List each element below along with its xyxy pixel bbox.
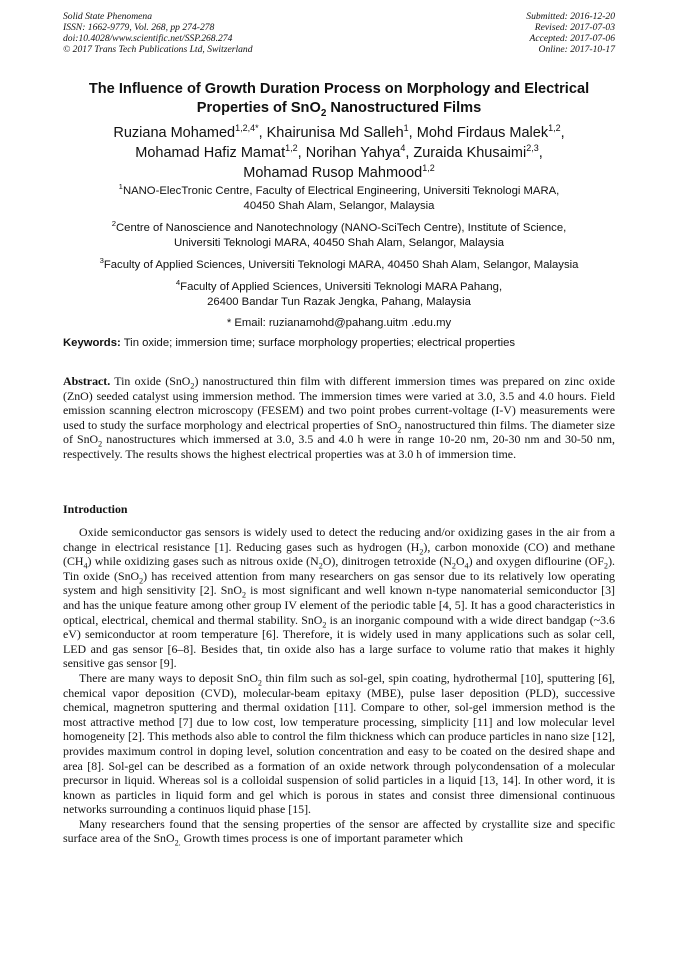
author-line-2: Mohamad Hafiz Mamat$^{1,2}$, Norihan Yahya$^4$, Zuraida Khusaimi$^{2,3}$,: [135, 143, 543, 161]
abstract: Abstract. Tin oxide (SnO$_2$) nanostructured thin film with different immersion times was prepared on zinc oxide (ZnO) seeded catalyst using immersion method. The immersion times were varied at 3.0, 3.5 and 4.0 hours. Field emission scanning electron microscopy (FESEM) and two point probes current-voltage (I-V) measurements were used to study the surface morphology and electrical properties of SnO$_2$ nanostructured thin films. The diameter size of SnO$_2$ nanostructures which immersed at 3.0, 3.5 and 4.0 h were in range 10-20 nm, 20-30 nm and 30-50 nm, respectively. The results shows the highest electrical properties was at 3.0 h of immersion time.: [63, 374, 615, 461]
affiliation-1: $^1$NANO-ElecTronic Centre, Faculty of Electrical Engineering, Universiti Teknologi MARA, 40450 Shah Alam, Selangor, Malaysia: [118, 182, 560, 212]
doi: doi:10.4028/www.scientific.net/SSP.268.274: [63, 33, 233, 44]
paper-title: [40, 80, 638, 118]
title-line-2: Properties of SnO$_2$ Nanostructured Films: [196, 100, 482, 119]
author: Khairunisa Md Salleh: [266, 125, 404, 141]
author: Zuraida Khusaimi: [413, 145, 527, 161]
issn: ISSN: 1662-9779, Vol. 268, pp 274-278: [63, 22, 215, 33]
section-heading-introduction: Introduction: [63, 502, 128, 516]
author: Mohamad Hafiz Mamat: [135, 145, 286, 161]
copyright: © 2017 Trans Tech Publications Ltd, Switzerland: [63, 44, 253, 55]
online-date: Online: 2017-10-17: [538, 44, 615, 55]
introduction-body: [63, 525, 615, 846]
affiliation-2: $^2$Centre of Nanoscience and Nanotechnology (NANO-SciTech Centre), Institute of Science, Universiti Teknologi MARA, 40450 Shah Alam, Selangor, Malaysia: [111, 219, 567, 249]
keywords-label: Keywords:: [63, 337, 121, 349]
affiliation-4: $^4$Faculty of Applied Sciences, Universiti Teknologi MARA Pahang, 26400 Bandar Tun Razak Jengka, Pahang, Malaysia: [175, 278, 503, 308]
author: Mohamad Rusop Mahmood: [243, 165, 423, 181]
author-line-1: Ruziana Mohamed$^{1,2,4*}$, Khairunisa Md Salleh$^1$, Mohd Firdaus Malek$^{1,2}$,: [113, 123, 565, 141]
header-left: [63, 11, 253, 55]
author: Mohd Firdaus Malek: [416, 125, 549, 141]
author-list: [40, 123, 638, 183]
author: Norihan Yahya: [305, 145, 401, 161]
accepted-date: Accepted: 2017-07-06: [529, 33, 615, 44]
keywords: [63, 336, 623, 351]
abstract-label: Abstract.: [63, 374, 111, 388]
journal-name: Solid State Phenomena: [63, 11, 152, 22]
paragraph-2: There are many ways to deposit SnO$_2$ thin film such as sol-gel, spin coating, hydrothermal [10], sputtering [6], chemical vapor deposition (CVD), molecular-beam epitaxy (MBE), pulse laser deposition (PLD), successive chemical, magnetron sputtering and thermal oxidation [11]. Compare to other, sol-gel immersion method is the most attractive method [7] due to low cost, low temperature processing, simplicity [11] and low molecular level homogeneity [2]. This methods also able to control the film thickness which can produce particles in nano size [12], provides maximum control in doping level, solution concentration and easy to be coated on the desired shape and area [8]. Sol-gel can be described as a formation of an oxide network through polycondensation of a molecular precursor in liquid. Whereas sol is a colloidal suspension of solid particles in a liquid [13, 14]. In other word, it is known as particles in liquid form and gel which is porous in states and consist three dimensional continuous networks surrounding a continuos liquid phase [15].: [63, 670, 615, 817]
revised-date: Revised: 2017-07-03: [534, 22, 615, 33]
author: Ruziana Mohamed: [113, 125, 236, 141]
affiliations: [40, 184, 638, 317]
corresponding-email: * Email: ruzianamohd@pahang.uitm .edu.my: [226, 317, 452, 329]
paragraph-3: Many researchers found that the sensing properties of the sensor are affected by crystallite size and specific surface area of the SnO$_{2.}$ Growth times process is one of important parameter which: [63, 816, 615, 848]
affiliation-3: $^3$Faculty of Applied Sciences, Universiti Teknologi MARA, 40450 Shah Alam, Selangor, Malaysia: [99, 256, 579, 271]
author-line-3: Mohamad Rusop Mahmood$^{1,2}$: [243, 163, 435, 181]
paragraph-1: Oxide semiconductor gas sensors is widely used to detect the reducing and/or oxidizing gases in the air from a change in electrical resistance [1]. Reducing gases such as hydrogen $(H_2)$, carbon monoxide (CO) and methane $(CH_4)$ while oxidizing gases such as nitrous oxide $(N_2O)$, dinitrogen tetroxide $(N_2O_4)$ and oxygen diflourine $(OF_2)$. Tin oxide (SnO$_2$) has received attention from many researchers on gas sensor due to its relatively low operating system and high sensitivity [2]. SnO$_2$ is most significant and well known n-type nanomaterial semiconductor [3] and has the unique feature among other group IV element of the periodic table [4, 5]. It has a good characteristics in optical, electrical, chemical and thermal stability. SnO$_2$ is an inorganic compound with a wide direct bandgap (~3.6 eV) semiconductor at room temperature [6]. Therefore, it is widely used in many applications such as solar cell, LED and gas sensor [6–8]. Besides that, tin oxide also has a large surface to volume ratio that makes it highly sensitive gas sensor [9].: [63, 525, 616, 671]
keywords-text: Tin oxide; immersion time; surface morphology properties; electrical properties: [123, 337, 516, 349]
title-line-1: The Influence of Growth Duration Process on Morphology and Electrical: [88, 81, 590, 97]
submitted-date: Submitted: 2016-12-20: [526, 11, 615, 22]
header-right: [526, 11, 615, 55]
